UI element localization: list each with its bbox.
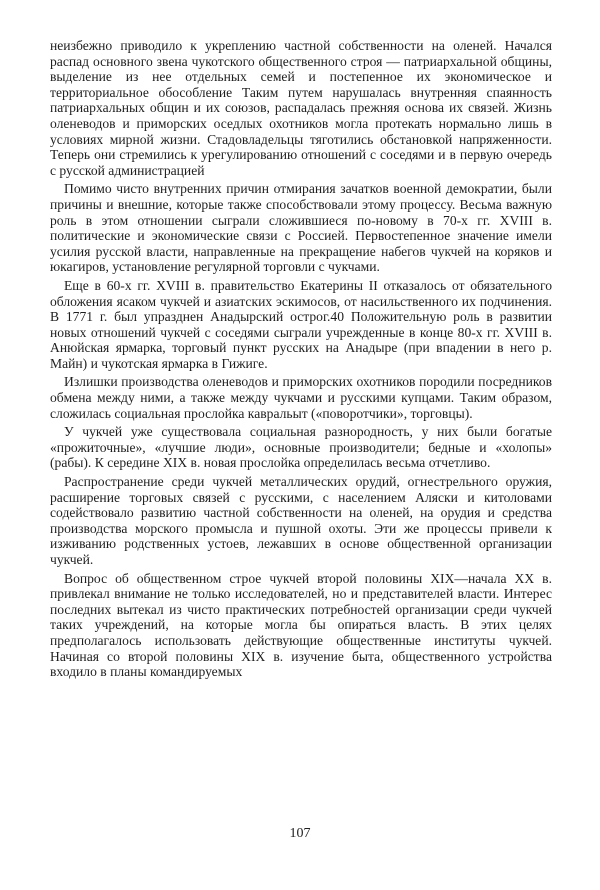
- paragraph-3: Еще в 60-х гг. XVIII в. правительство Екатерины II отказалось от обязательного обложения ясаком чукчей и азиатских эскимосов, от насильственного их подчинения. В 1771 г. был упразднен Анадырский острог.40 Положительную роль в развитии новых отношений чукчей с соседями сыграли учрежденные в конце 80-х гг. XVIII в. Анюйская ярмарка, торговый пункт русских на Анадыре (при впадении в него р. Майн) и чукотская ярмарка в Гижиге.: [50, 277, 552, 371]
- paragraph-1: неизбежно приводило к укреплению частной собственности на оленей. Начался распад основного звена чукотского общественного строя — патриархальной общины, выделение из нее отдельных семей и постепенное их экономическое и территориальное обособление Таким путем нарушалась внутренняя спаянность патриархальных общин и их союзов, распадалась прежняя основа их связей. Жизнь оленеводов и приморских оседлых охотников могла протекать нормально лишь в условиях мирной жизни. Стадовладельцы тяготились обстановкой напряженности. Теперь они стремились к урегулированию отношений с соседями и в первую очередь с русской администрацией: [50, 38, 552, 178]
- page-number: 107: [289, 826, 311, 841]
- paragraph-2: Помимо чисто внутренних причин отмирания зачатков военной демократии, были причины и внешние, которые также способствовали этому процессу. Весьма важную роль в этом отношении сыграли сложившиеся по-новому в 70-х гг. XVIII в. политические и экономические связи с Россией. Первостепенное значение имели усилия русской власти, направленные на прекращение набегов чукчей на коряков и юкагиров, установление регулярной торговли с чукчами.: [50, 181, 552, 275]
- paragraph-4: Излишки производства оленеводов и приморских охотников породили посредников обмена между ними, а также между чукчами и русскими купцами. Таким образом, сложилась социальная прослойка кавральыт («поворотчики», торговцы).: [50, 374, 552, 421]
- paragraph-6: Распространение среди чукчей металлических орудий, огнестрельного оружия, расширение торговых связей с русскими, с населением Аляски и китоловами содействовало развитию частной собственности на оленей, на орудия и средства производства морского промысла и пушной охоты. Эти же процессы привели к изживанию родственных устоев, лежавших в основе общественной организации чукчей.: [50, 474, 552, 567]
- paragraph-7: Вопрос об общественном строе чукчей второй половины XIX—начала XX в. привлекал внимание не только исследователей, но и представителей власти. Интерес последних вытекал из чисто практических потребностей организации среди чукчей таких учреждений, на которые могла бы опираться власть. В этих целях предполагалось использовать действующие общественные институты чукчей. Начиная со второй половины XIX в. изучение быта, общественного устройства входило в планы командируемых: [50, 570, 552, 680]
- body-text: [50, 38, 552, 680]
- paragraph-5: У чукчей уже существовала социальная разнородность, у них были богатые «прожиточные», «лучшие люди», основные производители; бедные и «холопы» (рабы). К середине XIX в. новая прослойка определилась весьма отчетливо.: [50, 424, 552, 471]
